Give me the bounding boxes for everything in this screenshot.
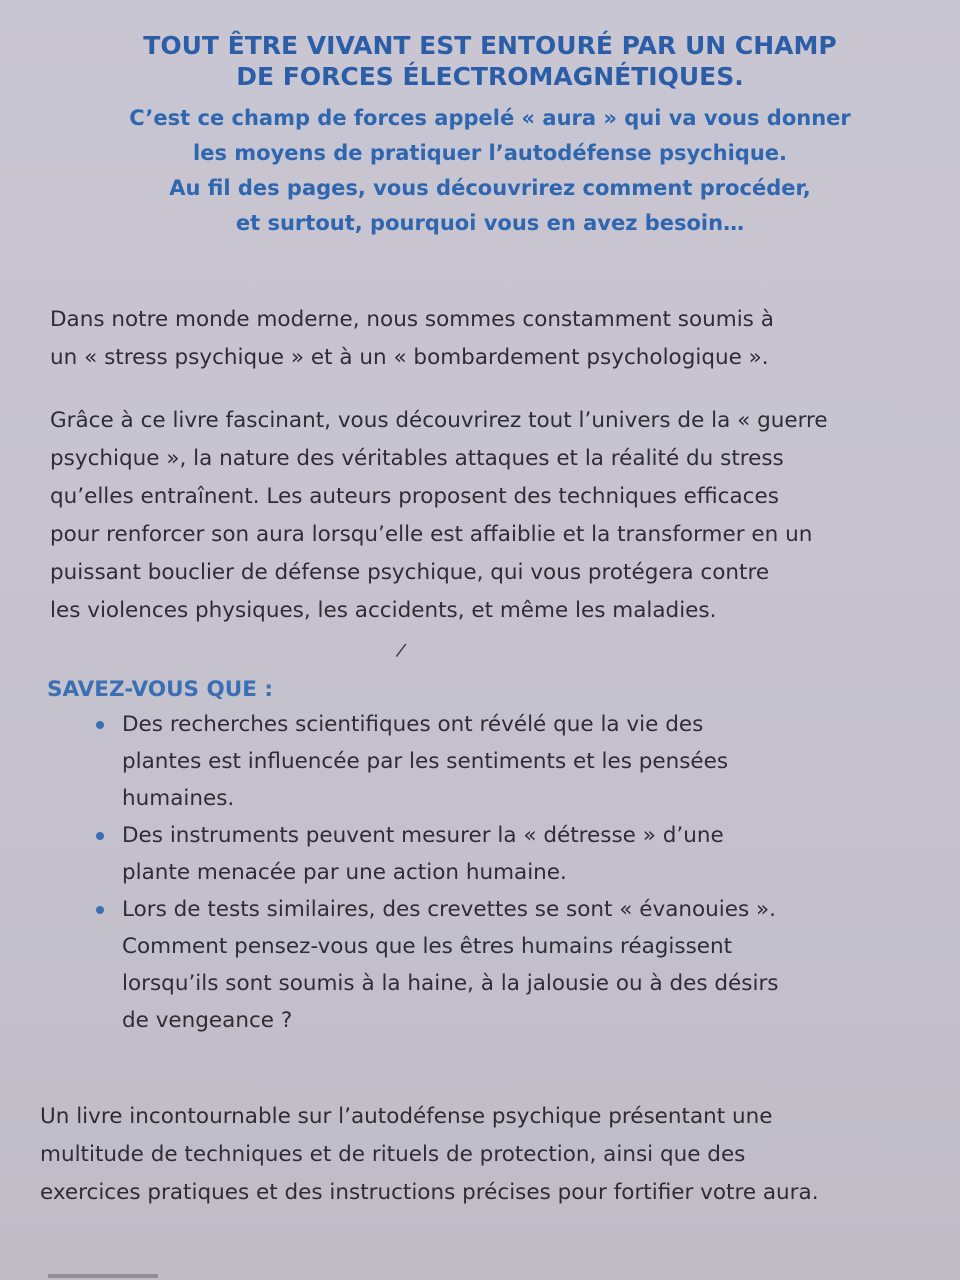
bottom-edge-mark	[48, 1274, 158, 1278]
subheadline-line: C’est ce champ de forces appelé « aura » qui va vous donner	[129, 106, 851, 130]
facts-list	[0, 706, 779, 1039]
headline-line: TOUT ÊTRE VIVANT EST ENTOURÉ PAR UN CHAMP	[143, 31, 837, 60]
list-item-line: plantes est influencée par les sentiments et les pensées	[122, 749, 729, 774]
list-item	[0, 891, 779, 1039]
list-item-line: Des instruments peuvent mesurer la « détresse » d’une	[122, 823, 724, 848]
list-item-line: humaines.	[122, 786, 235, 811]
paragraph-line: Dans notre monde moderne, nous sommes constamment soumis à	[50, 307, 774, 332]
subheadline-line: Au fil des pages, vous découvrirez comment procéder,	[169, 176, 811, 200]
subheadline-line: les moyens de pratiquer l’autodéfense psychique.	[193, 141, 787, 165]
list-item-line: lorsqu’ils sont soumis à la haine, à la jalousie ou à des désirs	[122, 971, 779, 996]
headline	[60, 30, 920, 92]
list-item-text	[122, 891, 779, 1039]
paragraph-line: Un livre incontournable sur l’autodéfense psychique présentant une	[40, 1104, 773, 1129]
stray-pen-mark: /	[394, 639, 408, 662]
intro-paragraph	[50, 301, 774, 377]
list-item-line: Comment pensez-vous que les êtres humains réagissent	[122, 934, 733, 959]
paragraph-line: psychique », la nature des véritables attaques et la réalité du stress	[50, 446, 784, 471]
paragraph-line: puissant bouclier de défense psychique, qui vous protégera contre	[50, 560, 770, 585]
closing-paragraph	[40, 1098, 819, 1212]
list-item-text	[122, 817, 779, 891]
list-item-text	[122, 706, 779, 817]
paragraph-line: exercices pratiques et des instructions précises pour fortifier votre aura.	[40, 1180, 819, 1205]
paragraph-line: un « stress psychique » et à un « bombardement psychologique ».	[50, 345, 769, 370]
paragraph-line: les violences physiques, les accidents, et même les maladies.	[50, 598, 717, 623]
bullet-dot-icon	[96, 832, 104, 840]
list-item-line: Lors de tests similaires, des crevettes se sont « évanouies ».	[122, 897, 776, 922]
subheadline-line: et surtout, pourquoi vous en avez besoin…	[235, 211, 745, 235]
headline-line: DE FORCES ÉLECTROMAGNÉTIQUES.	[236, 62, 744, 91]
list-item-line: plante menacée par une action humaine.	[122, 860, 567, 885]
bullet-dot-icon	[96, 721, 104, 729]
paragraph-line: qu’elles entraînent. Les auteurs proposent des techniques efficaces	[50, 484, 779, 509]
bullet-dot-icon	[96, 906, 104, 914]
paragraph-line: pour renforcer son aura lorsqu’elle est affaiblie et la transformer en un	[50, 522, 813, 547]
paragraph-line: multitude de techniques et de rituels de protection, ainsi que des	[40, 1142, 746, 1167]
subheadline	[60, 101, 920, 241]
list-item-line: de vengeance ?	[122, 1008, 293, 1033]
list-item	[0, 817, 779, 891]
list-item-line: Des recherches scientifiques ont révélé que la vie des	[122, 712, 704, 737]
description-paragraph	[50, 402, 828, 630]
list-item	[0, 706, 779, 817]
paragraph-line: Grâce à ce livre fascinant, vous découvrirez tout l’univers de la « guerre	[50, 408, 828, 433]
savez-vous-heading: SAVEZ-VOUS QUE :	[47, 677, 274, 702]
